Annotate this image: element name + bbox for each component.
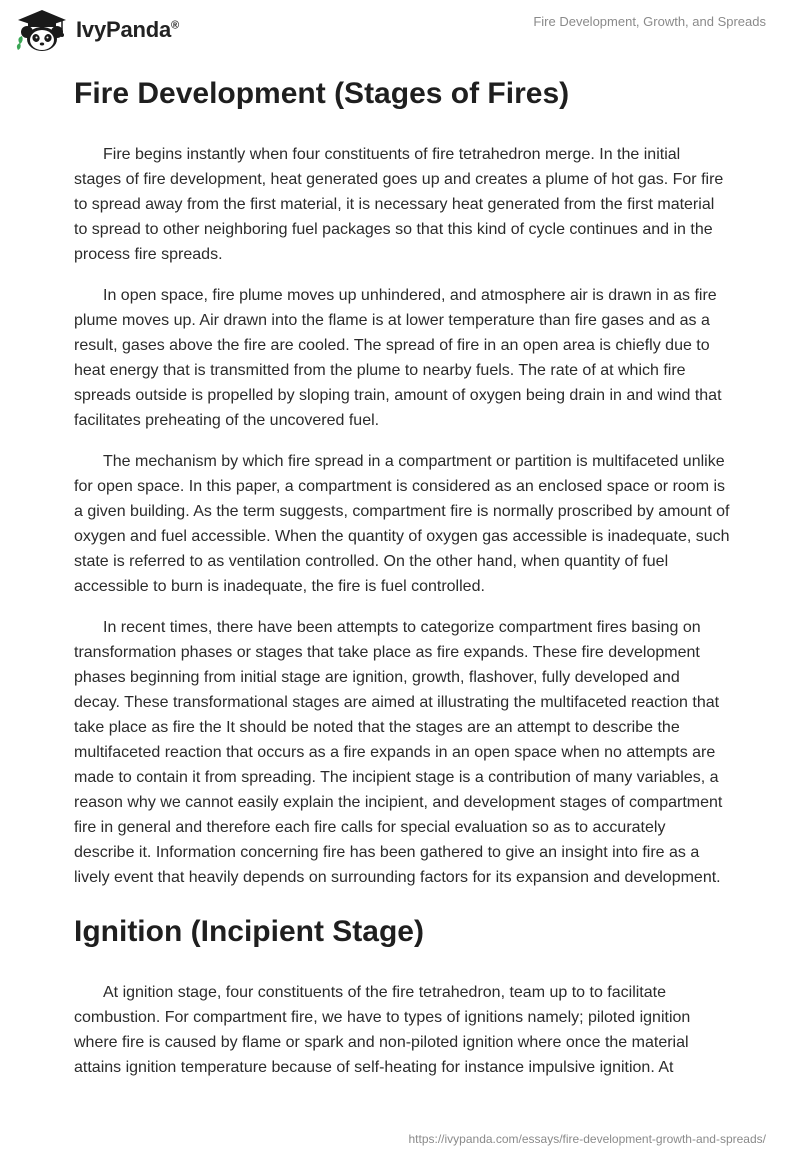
paragraph: In recent times, there have been attempts to categorize compartment fires basing on transformation phases or stages that take place as fire expands. These fire development phases beginning from initial stage are ignition, growth, flashover, fully developed and decay. These transformational stages are aimed at illustrating the multifaceted reaction that take place as fire the It should be noted that the stages are an attempt to describe the multifaceted reaction that occurs as a fire expands in an open space when no attempts are made to contain it from spreading. The incipient stage is a contribution of many variables, a reason why we cannot easily explain the incipient, and development stages of compartment fire in general and therefore each fire calls for special evaluation so as to accurately describe it. Information concerning fire has been gathered to give an insight into fire as a lively event that heavily depends on surrounding factors for its expansion and development. xyxy=(74,619,723,886)
panda-graduate-icon xyxy=(14,8,70,52)
source-url[interactable]: https://ivypanda.com/essays/fire-development-growth-and-spreads/ xyxy=(408,1132,766,1146)
brand-name: IvyPanda® xyxy=(76,17,179,42)
paragraph: Fire begins instantly when four constituents of fire tetrahedron merge. In the initial stages of fire development, heat generated goes up and creates a plume of hot gas. For fire to spread away from the first material, it is necessary heat generated from the first material to spread to other neighboring fuel packages so that this kind of cycle continues and in the process fire spreads. xyxy=(74,146,724,263)
paragraph: The mechanism by which fire spread in a compartment or partition is multifaceted unlike for open space. In this paper, a compartment is considered as an enclosed space or room is a given building. As the term suggests, compartment fire is normally proscribed by amount of oxygen and fuel accessible. When the quantity of oxygen gas accessible is inadequate, such state is referred to as ventilation controlled. On the other hand, when quantity of fuel accessible to burn is inadequate, the fire is fuel controlled. xyxy=(74,453,730,595)
article-body xyxy=(74,70,730,1096)
section-heading: Ignition (Incipient Stage) xyxy=(74,915,424,948)
paragraph: At ignition stage, four constituents of the fire tetrahedron, team up to to facilitate combustion. For compartment fire, we have to types of ignitions namely; piloted ignition where fire is caused by flame or spark and non-piloted ignition where once the material attains ignition temperature because of self-heating for instance impulsive ignition. At xyxy=(74,984,691,1076)
paragraph: In open space, fire plume moves up unhindered, and atmosphere air is drawn in as fire plume moves up. Air drawn into the flame is at lower temperature than fire gases and as a result, gases above the fire are cooled. The spread of fire in an open area is chiefly due to heat energy that is transmitted from the plume to nearby fuels. The rate of at which fire spreads outside is propelled by sloping train, amount of oxygen being drain in and wind that facilitates preheating of the uncovered fuel. xyxy=(74,287,722,429)
page-header xyxy=(0,0,800,60)
brand-logo[interactable] xyxy=(14,8,179,52)
section-heading: Fire Development (Stages of Fires) xyxy=(74,77,570,110)
document-title: Fire Development, Growth, and Spreads xyxy=(533,14,766,29)
